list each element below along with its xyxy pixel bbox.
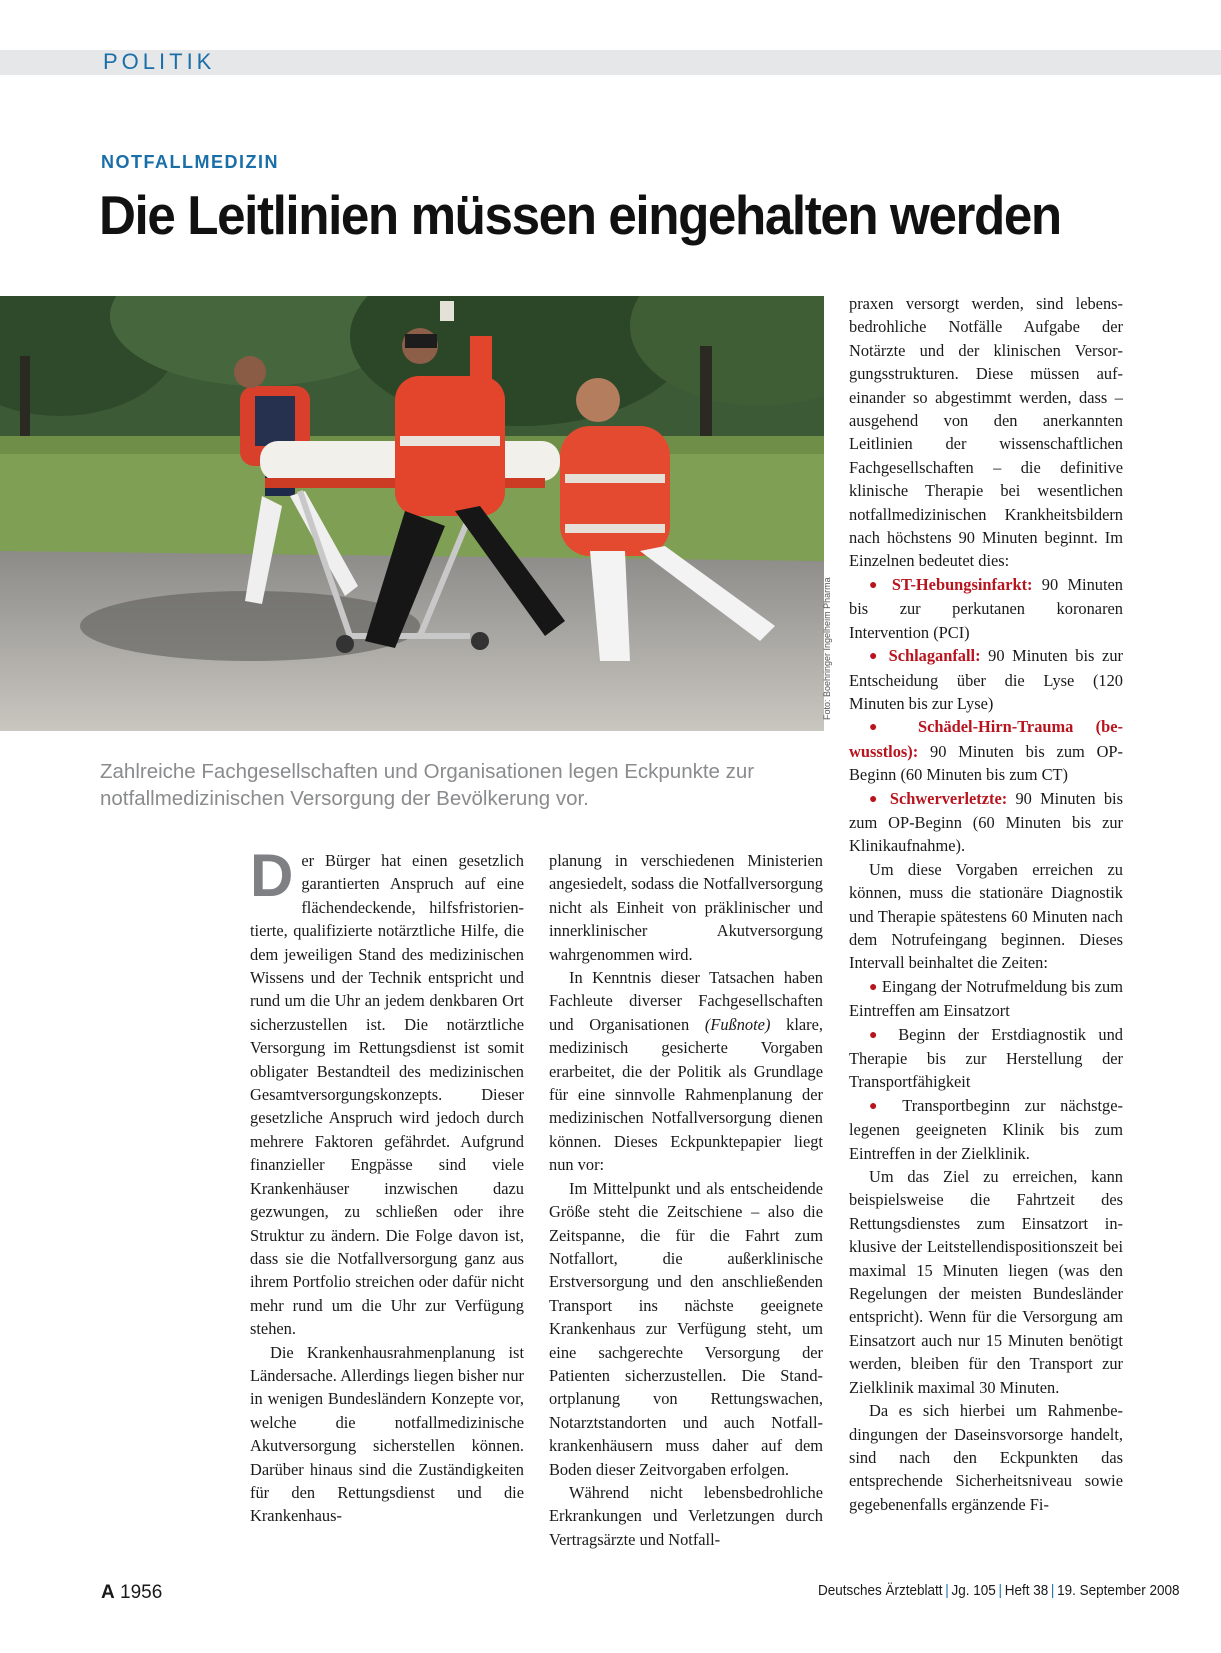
list-item-text: 90 Minuten bis zum OP-Beginn (60 Minuten bis zur Klinikaufnahme). (849, 788, 1123, 856)
list-item-text: 90 Minuten bis zum OP-Beginn (60 Minuten bis zum CT) (849, 741, 1123, 785)
separator: | (998, 1582, 1002, 1599)
photo-caption: Zahlreiche Fachgesellschaften und Organisationen legen Eckpunkte zur notfallmedizinischen Versorgung der Bevölkerung vor. (100, 760, 755, 810)
separator: | (1050, 1582, 1055, 1599)
section-label: POLITIK (103, 49, 216, 74)
bullet-icon: ● (869, 720, 896, 736)
page-number-value: 1956 (120, 1582, 163, 1603)
footnote-reference: (Fußnote) (704, 1014, 771, 1034)
issue-date: 19. September 2008 (1057, 1582, 1180, 1599)
paragraph: praxen versorgt werden, sind lebensbedrohliche Notfälle Aufgabe der Notärzte und der klinischen Versorgungsstrukturen. Diese müssen aufeinander so abgestimmt werden, dass – ausgehend von den anerkannten Leitlinien der wissenschaftlichen Fachgesellschaften – die definitive klinische Therapie bei wesentlichen notfallmedizinischen Krankheitsbildern nach höchstens 90 Minuten beginnt. Im Einzelnen bedeutet dies: (849, 294, 1123, 571)
paragraph: Da es sich hierbei um Rahmenbedingungen der Daseinsvorsorge handelt, sind nach den Eckpunkten das entsprechende Sicherheitsniveau sowie gegebenenfalls ergänzende Fi- (849, 1401, 1123, 1514)
list-item (849, 975, 1123, 1023)
list-item-text: Eingang der Notrufmeldung bis zum Eintreffen am Einsatzort (849, 976, 1123, 1021)
paragraph (250, 842, 524, 1341)
kicker: NOTFALLMEDIZIN (101, 152, 279, 172)
article-column-1 (250, 842, 524, 1528)
drop-cap: D (250, 842, 294, 909)
paragraph: Während nicht lebensbedrohliche Erkrankungen und Verletzungen durch Vertragsärzte und Notfall- (549, 1482, 823, 1549)
paragraph-text: er Bürger hat einen gesetzlich garantierten Anspruch auf eine flächendeckende, hilfsfristorientierte, qualifizierte notärztliche Hilfe, die dem jeweiligen Stand des medizinischen Wissens und der Technik entspricht und rund um die Uhr an jedem denkbaren Ort sicherzustellen ist. Die notärztliche Versorgung im Rettungsdienst ist somit obligater Bestandteil des medizinischen Gesamtversorgungskonzepts. Dieser gesetzliche Anspruch wird jedoch durch mehrere Faktoren gefährdet. Aufgrund finanzieller Engpässe sind viele Krankenhäuser inzwischen dazu gezwungen, zu schließen oder ihre Struktur zu ändern. Die Folge davon ist, dass sie die Notfallversorgung ganz aus ihrem Portfolio streichen oder dafür nicht mehr rund um die Uhr zur Verfügung stehen. (250, 851, 524, 1339)
edition-letter: A (101, 1582, 115, 1603)
list-item-term: ST-Hebungsinfarkt: (891, 574, 1033, 594)
list-item-term: Schlaganfall: (888, 646, 981, 666)
bullet-icon: ● (869, 791, 882, 807)
list-item-term: Schwerverletzte: (889, 788, 1008, 808)
journal-name: Deutsches Ärzteblatt (818, 1582, 943, 1599)
bullet-icon: ● (869, 577, 883, 593)
article-column-3 (849, 292, 1123, 1516)
paragraph (549, 966, 823, 1177)
list-item-text: Beginn der Erstdiagnostik und Therapie bis zur Herstellung der Transportfähigkeit (849, 1024, 1123, 1092)
bullet-icon: ● (869, 1027, 886, 1043)
paragraph: Die Krankenhausrahmenplanung ist Ländersache. Allerdings liegen bisher nur in wenigen Bundesländern Konzepte vor, welche die notfallmedizinische Akutversorgung sicherstellen können. Darüber hinaus sind die Zuständigkeiten für den Rettungsdienst und die Krankenhaus- (250, 1342, 524, 1526)
paragraph-text: klare, medizinisch gesicherte Vorgaben erarbeitet, die der Politik als Grundlage für eine sinnvolle Rahmenplanung der medizinischen Notfallversorgung dienen können. Dieses Eckpunktepapier liegt nun vor: (549, 1014, 823, 1175)
journal-info (818, 1582, 1180, 1599)
bullet-icon: ● (869, 979, 878, 995)
list-item (849, 644, 1123, 715)
list-item (849, 1023, 1123, 1094)
article-column-2 (549, 849, 823, 1551)
page-number (101, 1582, 162, 1604)
separator: | (945, 1582, 949, 1599)
issue: Heft 38 (1004, 1582, 1049, 1599)
list-item (849, 787, 1123, 858)
bullet-icon: ● (869, 649, 881, 665)
list-item-text: 90 Minuten bis zur Entscheidung über die Lyse (120 Minuten bis zur Lyse) (849, 646, 1123, 713)
paragraph: planung in verschiedenen Ministerien angesiedelt, sodass die Notfallversorgung nicht als Einheit von präklinischer und innerklinischer Akutversorgung wahrgenommen wird. (549, 851, 823, 964)
volume: Jg. 105 (951, 1582, 996, 1599)
headline: Die Leitlinien müssen eingehalten werden (99, 184, 1061, 246)
photo-credit: Foto: Boehringer Ingelheim Pharma (822, 577, 832, 720)
paragraph: Im Mittelpunkt und als entscheidende Größe steht die Zeitschiene – also die Zeitspanne, die für die Fahrt zum Notfallort, die außerklinische Erstversorgung und den anschließenden Transport ins nächste geeignete Krankenhaus zur Verfügung steht, um eine sachgerechte Versorgung der Patienten sicherzustellen. Die Standortplanung von Rettungswachen, Notarztstandorten und auch Notfallkrankenhäusern muss daher auf dem Boden dieser Zeitvorgaben erfolgen. (549, 1178, 823, 1479)
list-item (849, 573, 1123, 644)
list-item (849, 715, 1123, 786)
bullet-icon: ● (869, 1098, 888, 1114)
paragraph: Um das Ziel zu erreichen, kann beispielsweise die Fahrtzeit des Rettungsdienstes zum Einsatzort inklusive der Leitstellendispositionszeit bei maximal 15 Minuten liegen (was den Regelungen der meisten Bundesländer entspricht). Wenn für die Versorgung am Einsatzort auch nur 15 Minuten benötigt werden, bleiben für den Transport zur Zielklinik maximal 30 Minuten. (849, 1167, 1123, 1397)
paragraph: Um diese Vorgaben erreichen zu können, muss die stationäre Diagnostik und Therapie spätestens 60 Minuten nach dem Notrufeingang beginnen. Dieses Intervall beinhaltet die Zeiten: (849, 859, 1123, 973)
list-item-text: Transportbeginn zur nächstgelegenen geeigneten Klinik bis zum Eintreffen in der Zielklinik. (849, 1095, 1123, 1163)
paragraph-text: In Kenntnis dieser Tatsachen haben Fachleute diverser Fachgesellschaften und Organisationen (549, 968, 823, 1034)
article-photo (0, 296, 824, 731)
list-item (849, 1094, 1123, 1165)
list-item-term: Schädel-Hirn-Trauma (bewusstlos): (849, 717, 1123, 761)
list-item-text: 90 Minuten bis zur perkutanen koronaren Intervention (PCI) (849, 574, 1123, 642)
